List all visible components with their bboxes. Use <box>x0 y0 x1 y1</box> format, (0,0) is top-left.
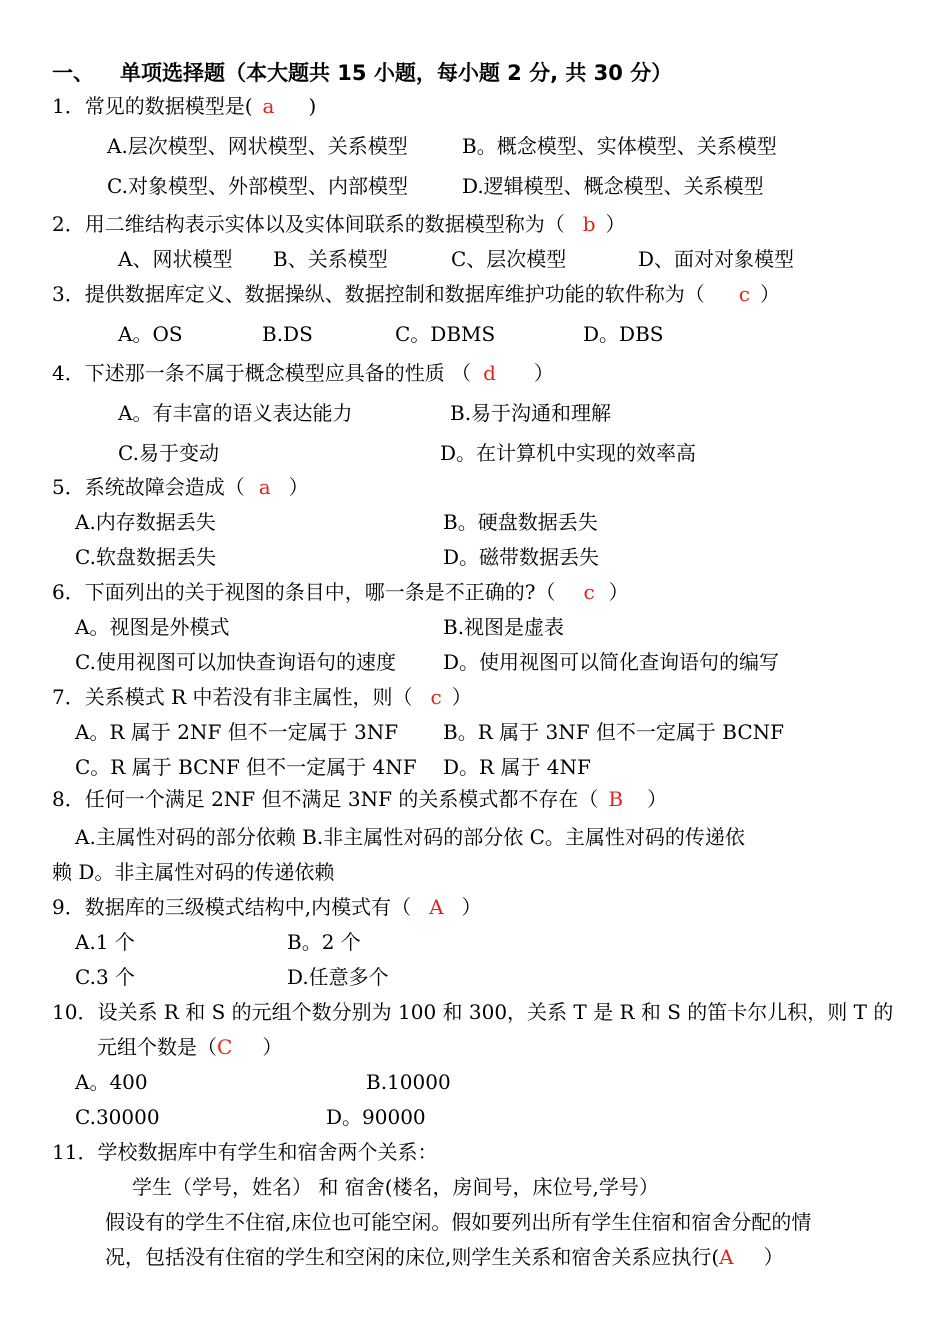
question-stem: 况，包括没有住宿的学生和空闲的床位,则学生关系和宿舍关系应执行( <box>105 1245 720 1269</box>
answer-mark: c <box>430 685 442 709</box>
question-stem: 4．下述那一条不属于概念模型应具备的性质 （ <box>52 361 472 385</box>
option-b: B。概念模型、实体模型、关系模型 <box>462 134 777 158</box>
options-line-2: 赖 D。非主属性对码的传递依赖 <box>52 860 335 884</box>
question-5 <box>52 474 309 500</box>
option-d: D。90000 <box>326 1105 426 1129</box>
answer-mark: c <box>738 282 750 306</box>
option-a: A.内存数据丢失 <box>75 510 216 534</box>
section-title: 单项选择题（本大题共 15 小题，每小题 2 分, 共 30 分） <box>120 61 673 85</box>
option-c: C。DBMS <box>395 322 496 346</box>
option-c: C、层次模型 <box>451 247 567 271</box>
question-11-body-1: 假设有的学生不住宿,床位也可能空闲。假如要列出所有学生住宿和宿舍分配的情 <box>105 1210 812 1234</box>
option-c: C。R 属于 BCNF 但不一定属于 4NF <box>75 755 417 779</box>
option-b: B.易于沟通和理解 <box>450 401 612 425</box>
question-close: ） <box>608 580 629 604</box>
section-number: 一、 <box>52 61 94 85</box>
option-d: D。DBS <box>583 322 664 346</box>
option-d: D.逻辑模型、概念模型、关系模型 <box>462 174 764 198</box>
answer-mark: B <box>608 787 624 811</box>
answer-mark: d <box>483 361 496 385</box>
question-close: ） <box>262 1035 283 1059</box>
option-c: C.使用视图可以加快查询语句的速度 <box>75 650 396 674</box>
question-stem: 1．常见的数据模型是( <box>52 94 253 118</box>
option-b: B。R 属于 3NF 但不一定属于 BCNF <box>443 720 785 744</box>
options-line-1: A.主属性对码的部分依赖 B.非主属性对码的部分依 C。主属性对码的传递依 <box>75 825 745 849</box>
question-6 <box>52 579 629 605</box>
option-c: C.软盘数据丢失 <box>75 545 216 569</box>
option-d: D。使用视图可以简化查询语句的编写 <box>443 650 780 674</box>
option-b: B.DS <box>262 322 313 346</box>
question-3 <box>52 281 780 307</box>
option-a: A、网状模型 <box>118 247 233 271</box>
option-a: A。有丰富的语义表达能力 <box>118 401 353 425</box>
option-b: B。硬盘数据丢失 <box>443 510 598 534</box>
question-stem: 6．下面列出的关于视图的条目中，哪一条是不正确的?（ <box>52 580 556 604</box>
question-10-cont <box>97 1034 282 1060</box>
question-10: 10．设关系 R 和 S 的元组个数分别为 100 和 300，关系 T 是 R 和 S 的笛卡尔儿积，则 T 的 <box>52 1000 894 1024</box>
answer-mark: c <box>583 580 595 604</box>
answer-mark: A <box>719 1245 734 1269</box>
question-close: ） <box>647 787 668 811</box>
question-11-body-2 <box>105 1244 784 1270</box>
option-d: D.任意多个 <box>287 965 389 989</box>
option-a: A.层次模型、网状模型、关系模型 <box>107 134 408 158</box>
question-stem: 元组个数是（ <box>97 1035 217 1059</box>
question-1 <box>52 93 316 119</box>
question-8 <box>52 786 667 812</box>
question-close: ） <box>605 212 626 236</box>
option-b: B.视图是虚表 <box>443 615 565 639</box>
question-stem: 7．关系模式 R 中若没有非主属性，则（ <box>52 685 413 709</box>
question-stem: 8．任何一个满足 2NF 但不满足 3NF 的关系模式都不存在（ <box>52 787 599 811</box>
option-c: C.3 个 <box>75 965 136 989</box>
answer-mark: a <box>262 94 275 118</box>
question-close: ） <box>461 895 482 919</box>
option-d: D。R 属于 4NF <box>443 755 591 779</box>
option-a: A。OS <box>118 322 183 346</box>
option-d: D。磁带数据丢失 <box>443 545 600 569</box>
answer-mark: b <box>582 212 596 236</box>
option-b: B.10000 <box>366 1070 451 1094</box>
option-a: A.1 个 <box>75 930 135 954</box>
question-stem: 9．数据库的三级模式结构中,内模式有（ <box>52 895 412 919</box>
question-close: ） <box>763 1245 784 1269</box>
question-4 <box>52 360 554 386</box>
option-d: D。在计算机中实现的效率高 <box>440 441 697 465</box>
option-c: C.易于变动 <box>118 441 219 465</box>
answer-mark: A <box>429 895 444 919</box>
answer-mark: C <box>217 1035 233 1059</box>
option-c: C.30000 <box>75 1105 160 1129</box>
option-c: C.对象模型、外部模型、内部模型 <box>107 174 408 198</box>
question-7 <box>52 684 472 710</box>
question-close: ） <box>451 685 472 709</box>
option-a: A。R 属于 2NF 但不一定属于 3NF <box>75 720 399 744</box>
answer-mark: a <box>258 475 271 499</box>
question-close: ) <box>308 94 317 118</box>
option-a: A。视图是外模式 <box>75 615 230 639</box>
question-2 <box>52 211 626 237</box>
option-b: B、关系模型 <box>273 247 388 271</box>
option-b: B。2 个 <box>287 930 361 954</box>
question-11-relations: 学生（学号，姓名） 和 宿舍(楼名，房间号，床位号,学号） <box>132 1175 659 1199</box>
question-11: 11．学校数据库中有学生和宿舍两个关系： <box>52 1140 438 1164</box>
question-close: ） <box>759 282 780 306</box>
question-stem: 2．用二维结构表示实体以及实体间联系的数据模型称为（ <box>52 212 565 236</box>
question-close: ） <box>533 361 554 385</box>
question-stem: 5．系统故障会造成（ <box>52 475 245 499</box>
question-close: ） <box>288 475 309 499</box>
question-9 <box>52 894 482 920</box>
question-stem: 3．提供数据库定义、数据操纵、数据控制和数据库维护功能的软件称为（ <box>52 282 705 306</box>
option-d: D、面对对象模型 <box>638 247 795 271</box>
option-a: A。400 <box>75 1070 148 1094</box>
